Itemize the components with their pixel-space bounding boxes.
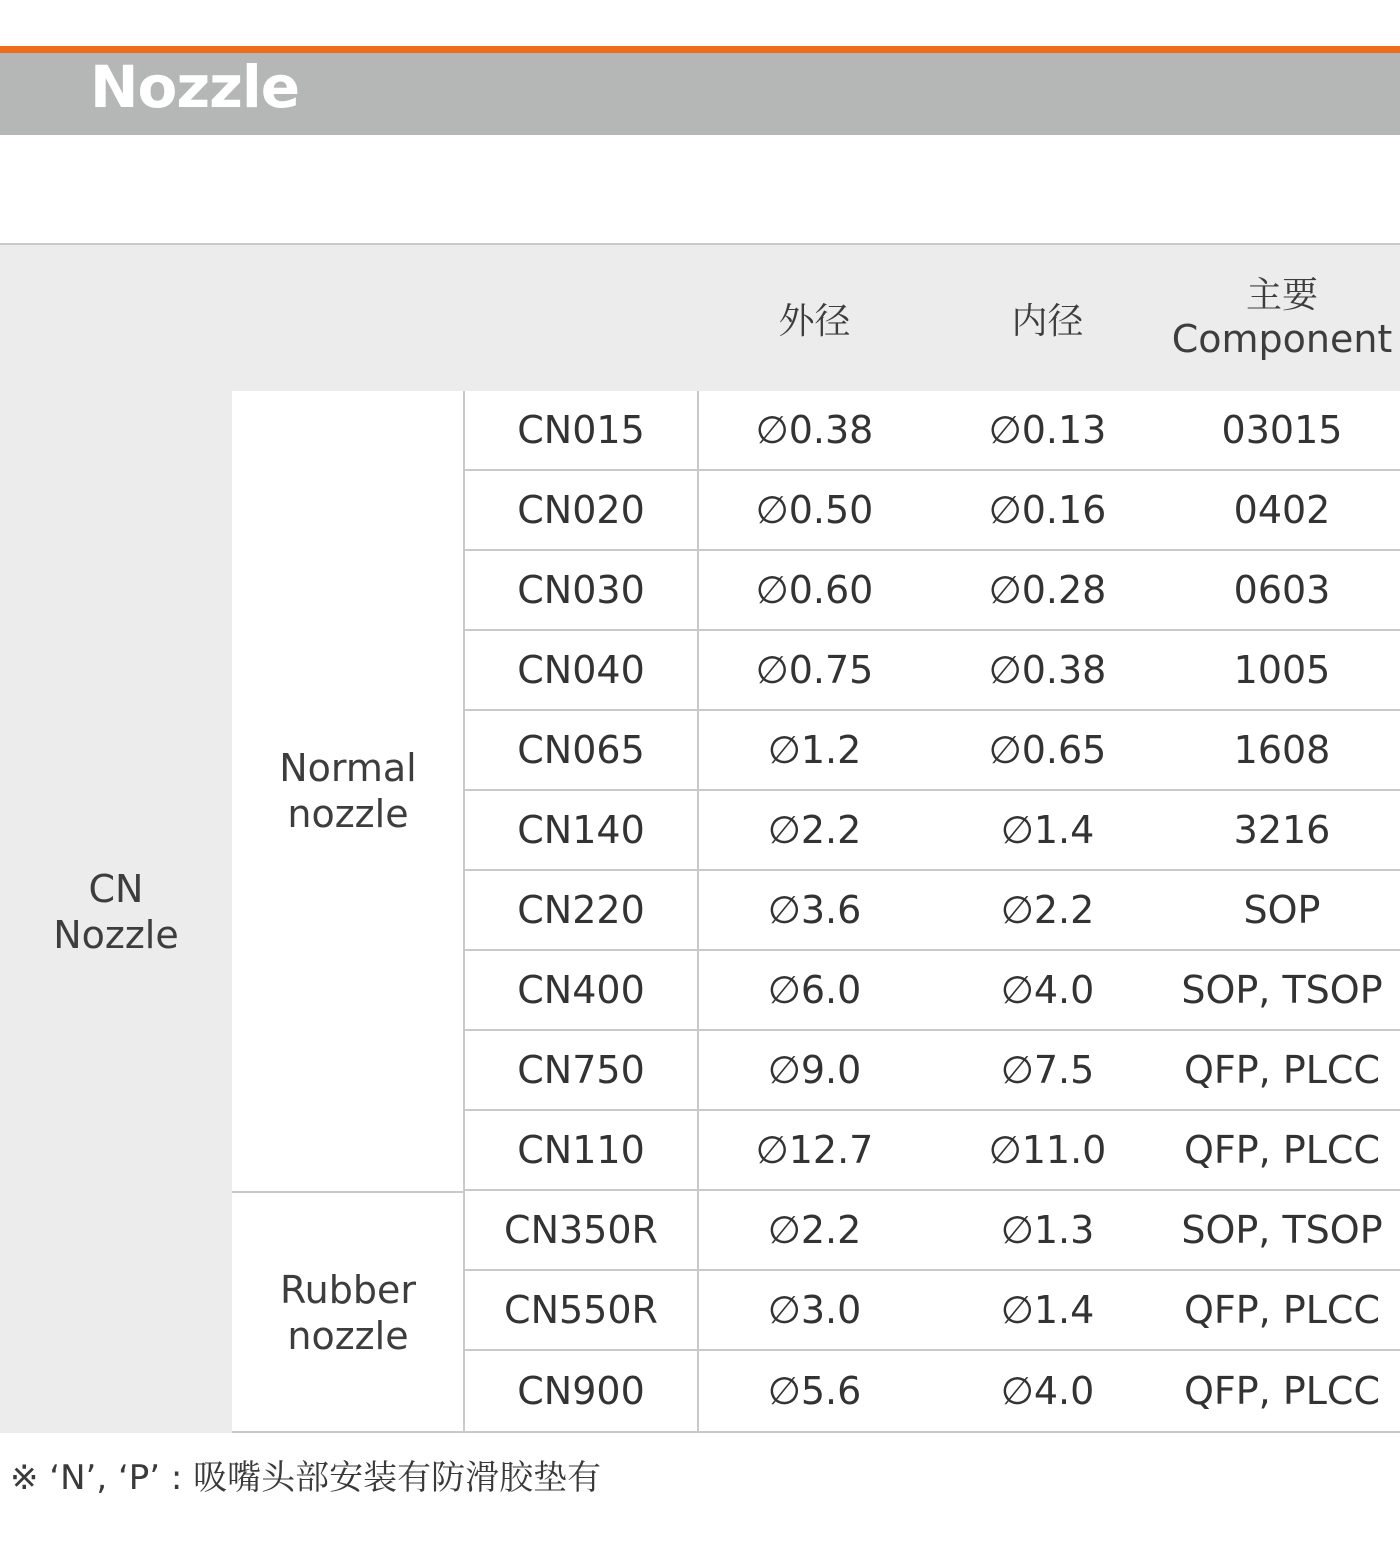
group-normal-nozzle-label: Normal nozzle — [279, 745, 417, 836]
accent-line — [0, 46, 1400, 53]
inner-diameter-cell: ∅2.2 — [1000, 888, 1095, 932]
inner-diameter-cell: ∅1.4 — [1000, 1288, 1095, 1332]
group-rubber-nozzle-label: Rubber nozzle — [279, 1267, 417, 1358]
model-cell: CN040 — [517, 648, 645, 692]
outer-diameter-cell: ∅0.38 — [755, 408, 874, 452]
model-cell: CN550R — [504, 1288, 658, 1332]
inner-diameter-cell: ∅0.16 — [988, 488, 1107, 532]
inner-diameter-cell: ∅1.3 — [1000, 1208, 1095, 1252]
model-cell: CN015 — [517, 408, 645, 452]
outer-diameter-cell: ∅3.6 — [767, 888, 862, 932]
header-outer-diameter — [698, 245, 931, 395]
outer-diameter-cell: ∅12.7 — [755, 1128, 874, 1172]
inner-diameter-cell: ∅7.5 — [1000, 1048, 1095, 1092]
component-cell: SOP, TSOP — [1181, 1208, 1383, 1252]
table-row — [464, 951, 1400, 1031]
table-row — [464, 1191, 1400, 1271]
model-cell: CN140 — [517, 808, 645, 852]
header-component-cn: 主要 — [1245, 274, 1318, 316]
group-cn-nozzle-label: CN Nozzle — [53, 866, 179, 957]
model-cell: CN900 — [517, 1369, 645, 1413]
inner-diameter-cell: ∅1.4 — [1000, 808, 1095, 852]
inner-diameter-cell: ∅11.0 — [988, 1128, 1107, 1172]
table-row — [464, 1111, 1400, 1191]
model-cell: CN220 — [517, 888, 645, 932]
outer-diameter-cell: ∅6.0 — [767, 968, 862, 1012]
table-row — [464, 1271, 1400, 1351]
inner-diameter-cell: ∅4.0 — [1000, 1369, 1095, 1413]
inner-diameter-cell: ∅0.13 — [988, 408, 1107, 452]
model-cell: CN030 — [517, 568, 645, 612]
component-cell: QFP, PLCC — [1184, 1288, 1380, 1332]
model-cell: CN350R — [504, 1208, 658, 1252]
page-title: Nozzle — [90, 53, 300, 121]
table-row — [464, 1031, 1400, 1111]
inner-diameter-cell: ∅0.65 — [988, 728, 1107, 772]
component-cell: QFP, PLCC — [1184, 1369, 1380, 1413]
group-normal-nozzle — [232, 391, 464, 1193]
component-cell: 1608 — [1233, 728, 1331, 772]
component-cell: 3216 — [1233, 808, 1331, 852]
component-cell: SOP — [1243, 888, 1321, 932]
model-cell: CN020 — [517, 488, 645, 532]
outer-diameter-cell: ∅0.60 — [755, 568, 874, 612]
model-cell: CN400 — [517, 968, 645, 1012]
table-row — [464, 631, 1400, 711]
component-cell: 1005 — [1233, 648, 1331, 692]
table-row — [464, 391, 1400, 471]
header-outer-diameter-label: 外径 — [778, 301, 851, 343]
outer-diameter-cell: ∅0.50 — [755, 488, 874, 532]
group-cn-nozzle — [0, 391, 232, 1433]
header-inner-diameter-label: 内径 — [1011, 301, 1084, 343]
model-cell: CN750 — [517, 1048, 645, 1092]
table-row — [464, 711, 1400, 791]
outer-diameter-cell: ∅9.0 — [767, 1048, 862, 1092]
table-body — [464, 391, 1400, 1431]
inner-diameter-cell: ∅4.0 — [1000, 968, 1095, 1012]
header-component-en: Component — [1171, 316, 1393, 361]
component-cell: QFP, PLCC — [1184, 1048, 1380, 1092]
header-inner-diameter — [931, 245, 1164, 395]
table-row — [464, 471, 1400, 551]
table-row — [464, 1351, 1400, 1431]
outer-diameter-cell: ∅3.0 — [767, 1288, 862, 1332]
component-cell: 0603 — [1233, 568, 1331, 612]
inner-diameter-cell: ∅0.38 — [988, 648, 1107, 692]
header-component — [1164, 245, 1400, 391]
component-cell: QFP, PLCC — [1184, 1128, 1380, 1172]
nozzle-spec-table — [0, 243, 1400, 1433]
outer-diameter-cell: ∅2.2 — [767, 1208, 862, 1252]
component-cell: 03015 — [1221, 408, 1343, 452]
table-row — [464, 871, 1400, 951]
component-cell: SOP, TSOP — [1181, 968, 1383, 1012]
table-row — [464, 791, 1400, 871]
outer-diameter-cell: ∅0.75 — [755, 648, 874, 692]
group-rubber-nozzle — [232, 1193, 464, 1433]
footnote: ※ ‘N’, ‘P’ : 吸嘴头部安装有防滑胶垫有 — [10, 1458, 602, 1498]
inner-diameter-cell: ∅0.28 — [988, 568, 1107, 612]
component-cell: 0402 — [1233, 488, 1331, 532]
model-cell: CN110 — [517, 1128, 645, 1172]
outer-diameter-cell: ∅5.6 — [767, 1369, 862, 1413]
model-cell: CN065 — [517, 728, 645, 772]
outer-diameter-cell: ∅2.2 — [767, 808, 862, 852]
outer-diameter-cell: ∅1.2 — [767, 728, 862, 772]
table-row — [464, 551, 1400, 631]
